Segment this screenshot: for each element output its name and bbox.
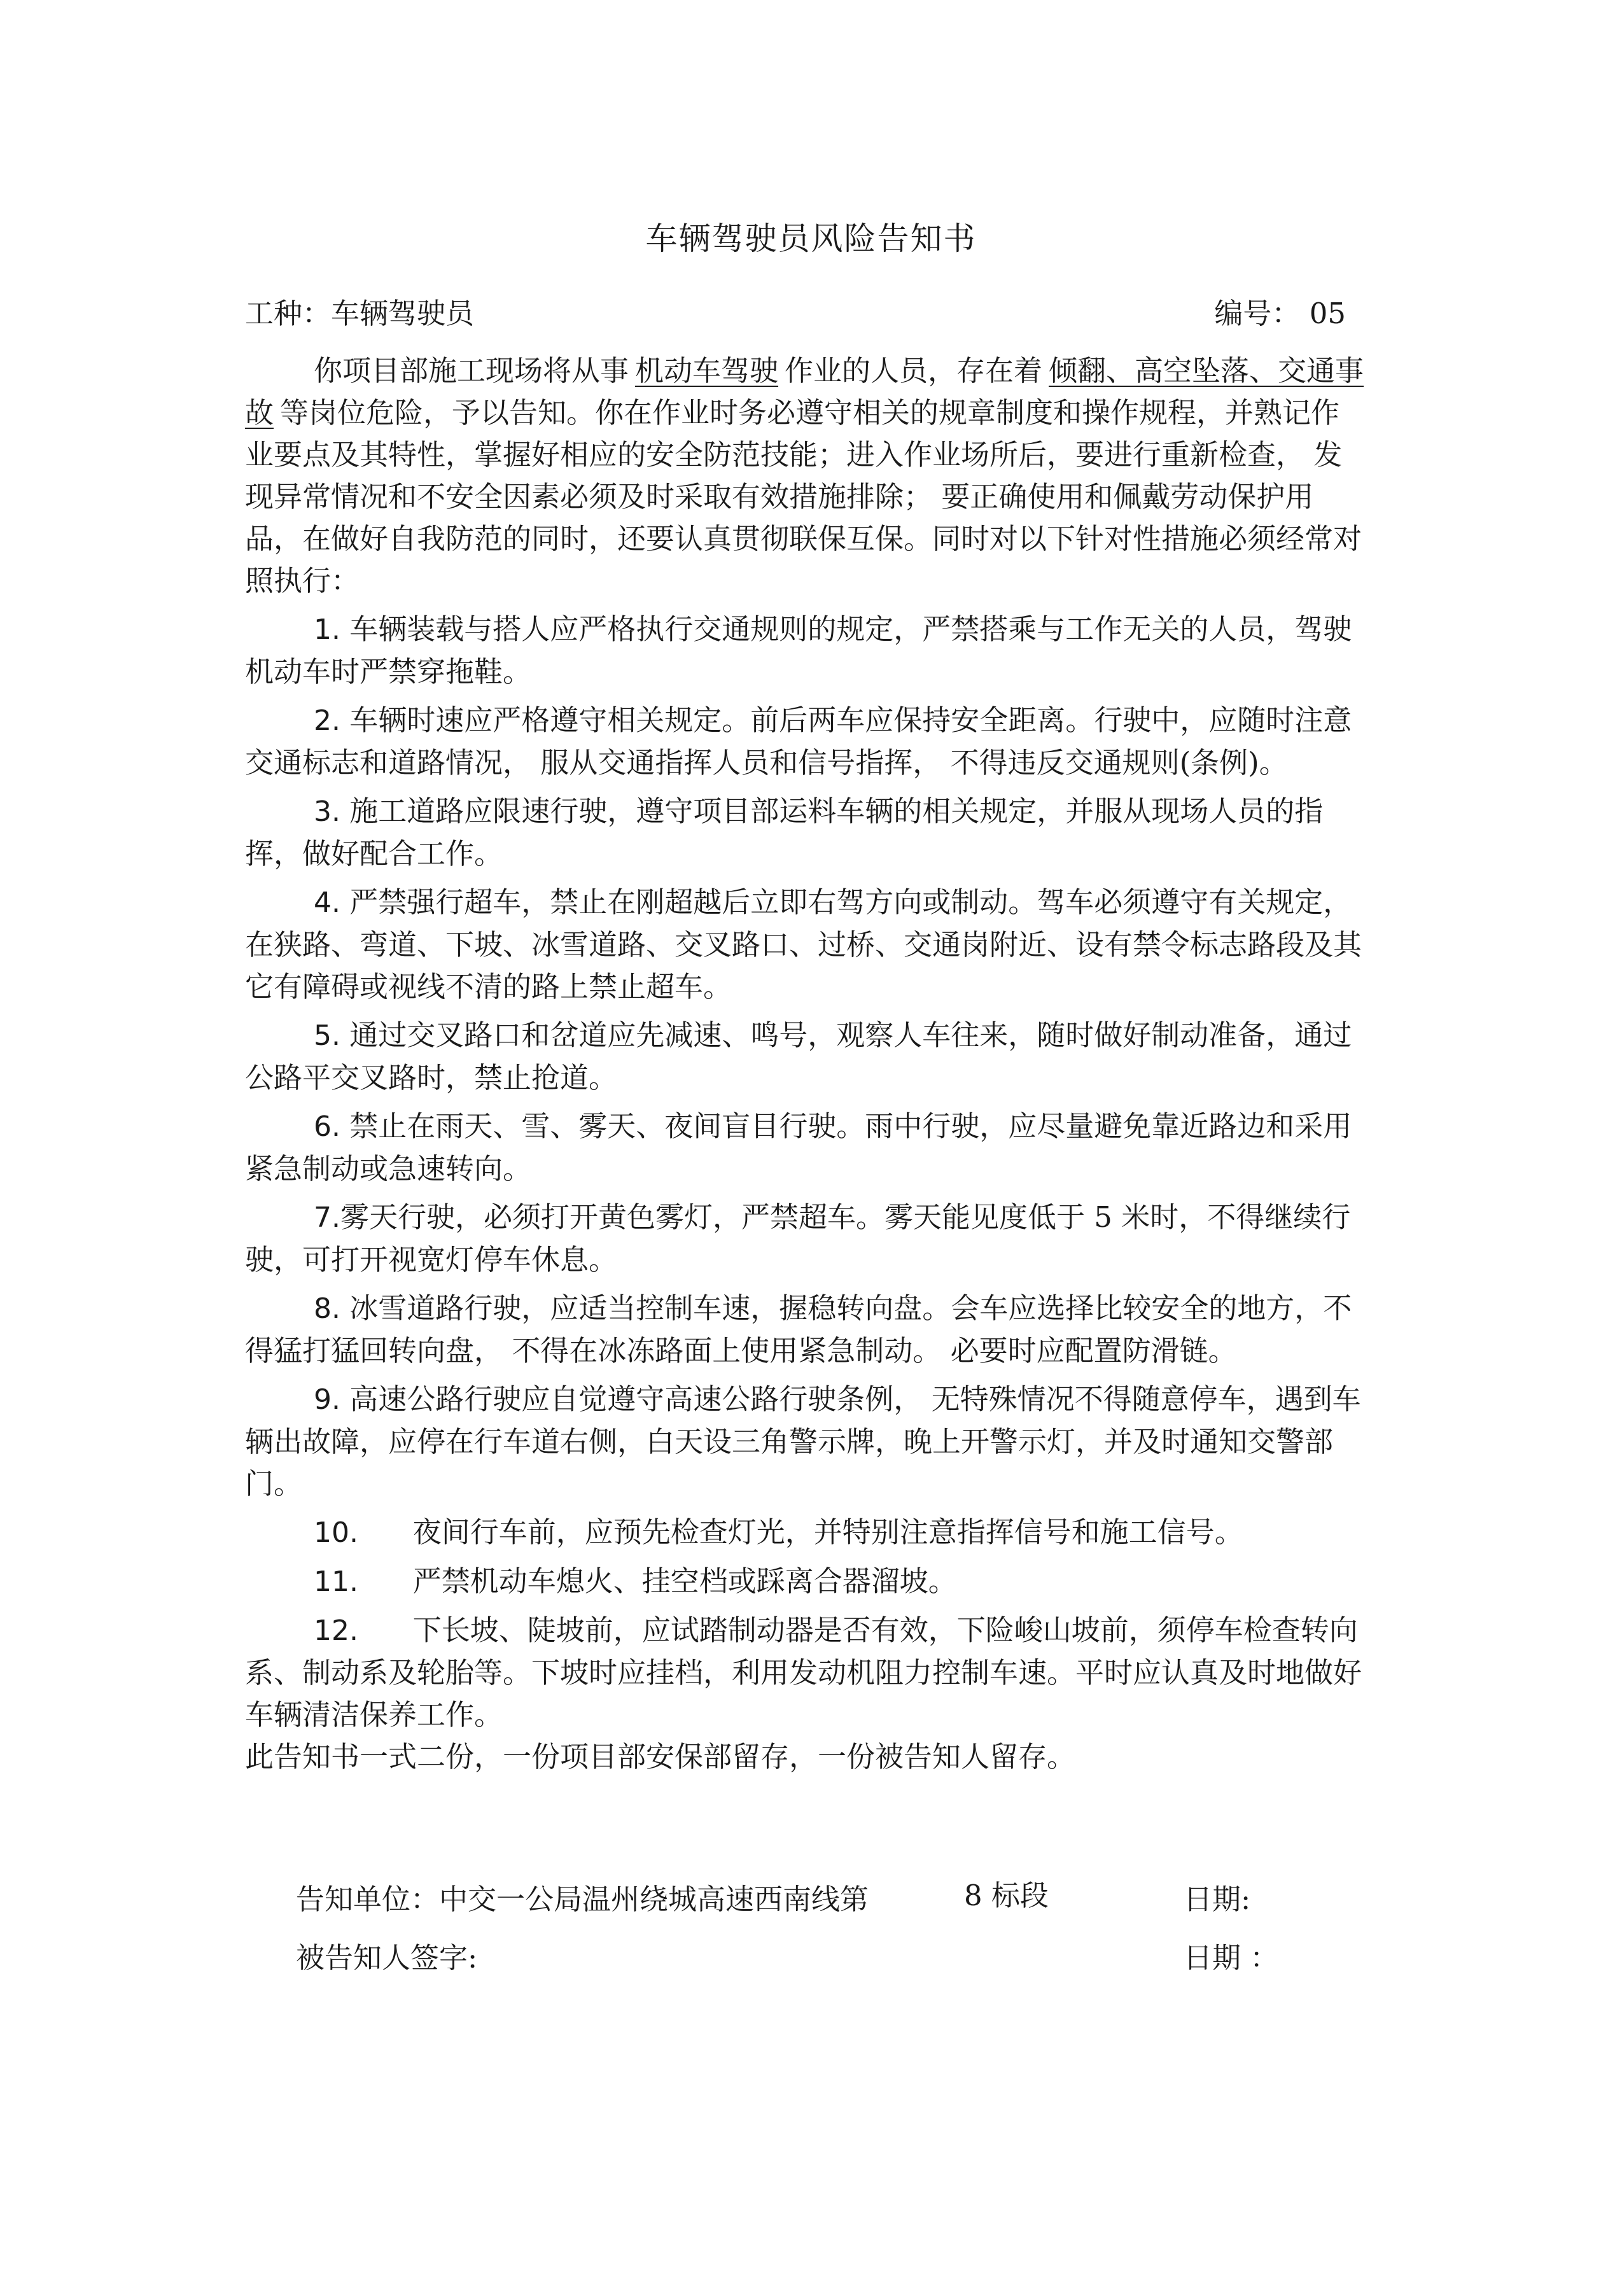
signee-label: 被告知人签字:	[296, 1941, 478, 1975]
measure-text: 禁止在雨天、雪、雾天、夜间盲目行驶。雨中行驶，应尽量避免靠近路边和采用紧急制动或急速转向。	[245, 1109, 1352, 1186]
measure-number: 4.	[314, 886, 340, 919]
date-label: 日期:	[1184, 1882, 1251, 1916]
measure-number: 5.	[314, 1019, 340, 1052]
measure-text: 严禁强行超车，禁止在刚超越后立即右驾方向或制动。驾车必须遵守有关规定，在狭路、弯道、下坡、冰雪道路、交叉路口、过桥、交通岗附近、设有禁令标志路段及其它有障碍或视线不清的路上禁止超车。	[245, 885, 1362, 1004]
measure-number: 11.	[314, 1565, 358, 1598]
measure-item	[245, 790, 1365, 875]
measure-text: 夜间行车前，应预先检查灯光，并特别注意指挥信号和施工信号。	[358, 1515, 1243, 1549]
measure-number: 9.	[314, 1383, 340, 1416]
measure-item	[245, 1196, 1365, 1281]
intro-part2: 作业的人员，存在着	[785, 354, 1043, 388]
measure-number: 6.	[314, 1110, 340, 1143]
measure-item	[245, 1378, 1365, 1505]
measure-text: 通过交叉路口和岔道应先减速、鸣号，观察人车往来，随时做好制动准备，通过公路平交叉路时，禁止抢道。	[245, 1018, 1352, 1095]
section-label: 8 标段	[964, 1879, 1049, 1912]
measure-number: 8.	[314, 1292, 340, 1325]
serial-number: 编号： 05	[1214, 297, 1346, 330]
notifier-label: 告知单位：中交一公局温州绕城高速西南线第	[296, 1882, 869, 1916]
measure-item	[245, 1511, 1365, 1554]
measure-item	[245, 1560, 1365, 1603]
closing-statement: 此告知书一式二份，一份项目部安保部留存，一份被告知人留存。	[245, 1740, 1076, 1774]
job-type: 工种：车辆驾驶员	[245, 297, 475, 330]
work-type: 机动车驾驶	[635, 354, 779, 388]
measure-number: 7.	[314, 1201, 340, 1234]
measure-number: 10.	[314, 1516, 358, 1549]
measure-text: 车辆时速应严格遵守相关规定。前后两车应保持安全距离。行驶中，应随时注意交通标志和道路情况， 服从交通指挥人员和信号指挥， 不得违反交通规则(条例)。	[245, 703, 1352, 780]
signee-row	[296, 1936, 1308, 1994]
measure-item	[245, 699, 1365, 784]
intro-paragraph	[245, 350, 1365, 602]
date-label-signee: 日期 ：	[1184, 1941, 1279, 1975]
hazard-list: 倾翻、高空坠落、交通事故	[245, 354, 1364, 430]
document-body	[245, 350, 1365, 1784]
measure-text: 雾天行驶，必须打开黄色雾灯，严禁超车。雾天能见度低于 5 米时，不得继续行驶，可打开视宽灯停车休息。	[245, 1200, 1351, 1277]
measure-text: 下长坡、陡坡前，应试踏制动器是否有效，下险峻山坡前，须停车检查转向系、制动系及轮胎等。下坡时应挂档，利用发动机阻力控制车速。平时应认真及时地做好车辆清洁保养工作。	[245, 1613, 1362, 1732]
measure-number: 1.	[314, 613, 340, 646]
measure-text: 冰雪道路行驶，应适当控制车速，握稳转向盘。会车应选择比较安全的地方，不得猛打猛回转向盘， 不得在冰冻路面上使用紧急制动。 必要时应配置防滑链。	[245, 1291, 1352, 1368]
measure-text: 车辆装载与搭人应严格执行交通规则的规定，严禁搭乘与工作无关的人员，驾驶机动车时严禁穿拖鞋。	[245, 612, 1352, 689]
measure-number: 12.	[314, 1614, 358, 1647]
measure-item	[245, 1105, 1365, 1190]
intro-part3: 等岗位危险，予以告知。你在作业时务必遵守相关的规章制度和操作规程，并熟记作业要点及其特性，掌握好相应的安全防范技能；进入作业场所后，要进行重新检查， 发现异常情况和不安全因素必须及时采取有效措施排除； 要正确使用和佩戴劳动保护用品，在做好自我防范的同时，还要认真贯彻联保互保。同时对以下针对性措施必须经常对照执行：	[245, 396, 1362, 598]
measure-number: 3.	[314, 795, 340, 828]
measure-text: 施工道路应限速行驶，遵守项目部运料车辆的相关规定，并服从现场人员的指挥，做好配合工作。	[245, 794, 1324, 871]
measure-number: 2.	[314, 704, 340, 737]
measure-item	[245, 1609, 1365, 1736]
measure-item	[245, 608, 1365, 693]
notifier-row	[296, 1877, 1308, 1936]
measure-text: 严禁机动车熄火、挂空档或踩离合器溜坡。	[358, 1564, 957, 1598]
intro-part1: 你项目部施工现场将从事	[314, 354, 629, 388]
measure-item	[245, 1014, 1365, 1099]
measure-text: 高速公路行驶应自觉遵守高速公路行驶条例， 无特殊情况不得随意停车，遇到车辆出故障，应停在行车道右侧，白天设三角警示牌，晚上开警示灯，并及时通知交警部门。	[245, 1382, 1361, 1501]
document-title: 车辆驾驶员风险告知书	[645, 220, 977, 257]
measure-item	[245, 1287, 1365, 1372]
signature-block	[296, 1877, 1308, 1994]
measure-item	[245, 881, 1365, 1008]
